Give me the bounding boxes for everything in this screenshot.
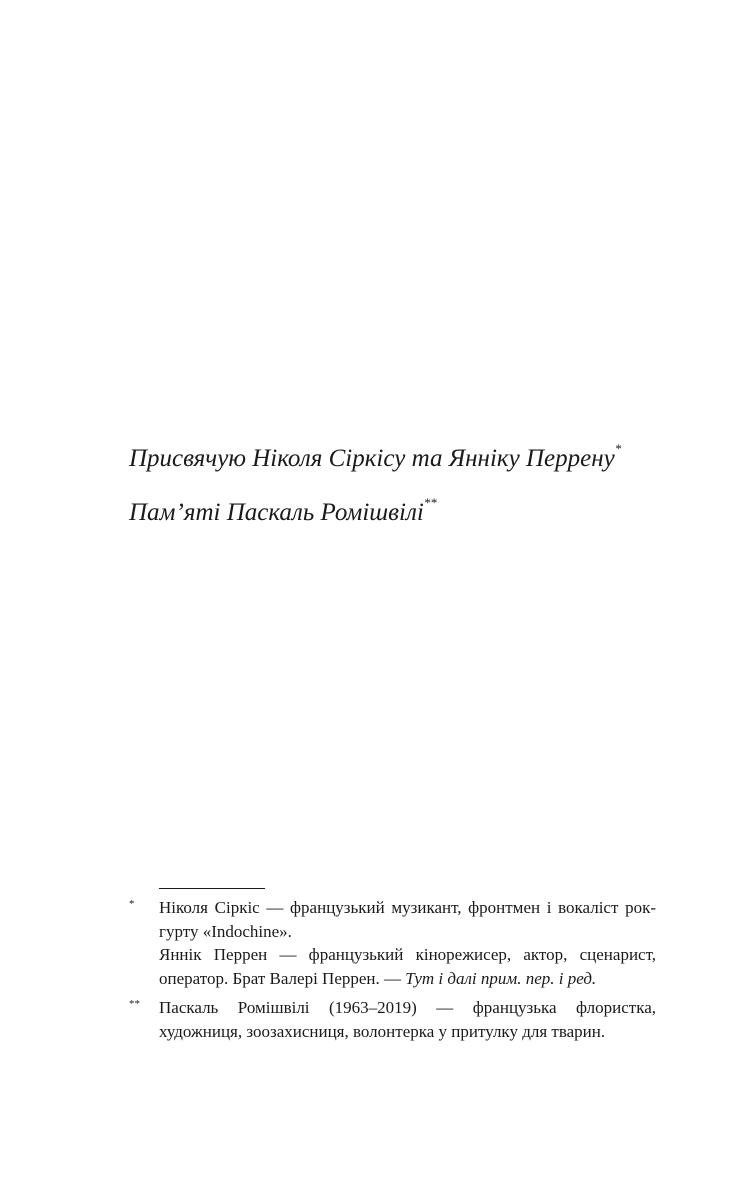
footnote-1-mark: * <box>129 898 135 910</box>
footnote-ref-2: ** <box>423 494 437 510</box>
footnote-2 <box>129 996 656 1043</box>
footnote-1-para-1: Ніколя Сіркіс — французький музикант, фронтмен і вокаліст рок-гурту «Indochine». <box>159 898 656 941</box>
footnote-ref-1: * <box>614 440 622 456</box>
footnote-1-para-2 <box>159 943 656 990</box>
footnotes <box>129 896 656 1049</box>
dedication <box>129 441 689 549</box>
dedication-line-2 <box>129 495 689 531</box>
footnote-1-para-2-text: Яннік Перрен — французький кінорежисер, актор, сценарист, оператор. Брат Валері Перрен. — <box>159 945 656 988</box>
dedication-line-1-text: Присвячую Ніколя Сіркісу та Яннiку Перрену <box>129 445 615 472</box>
dedication-line-1 <box>129 441 689 477</box>
dedication-line-2-text: Пам’яті Паскаль Ромішвілі <box>129 499 424 526</box>
footnote-2-para-1: Паскаль Ромішвілі (1963–2019) — французька флористка, художниця, зоозахисниця, волонтерка у притулку для тварин. <box>159 998 656 1041</box>
footnote-separator <box>159 888 265 889</box>
footnote-1 <box>129 896 656 990</box>
footnote-2-mark: ** <box>129 998 140 1010</box>
footnote-1-note: Тут і далі прим. пер. і ред. <box>405 968 597 988</box>
